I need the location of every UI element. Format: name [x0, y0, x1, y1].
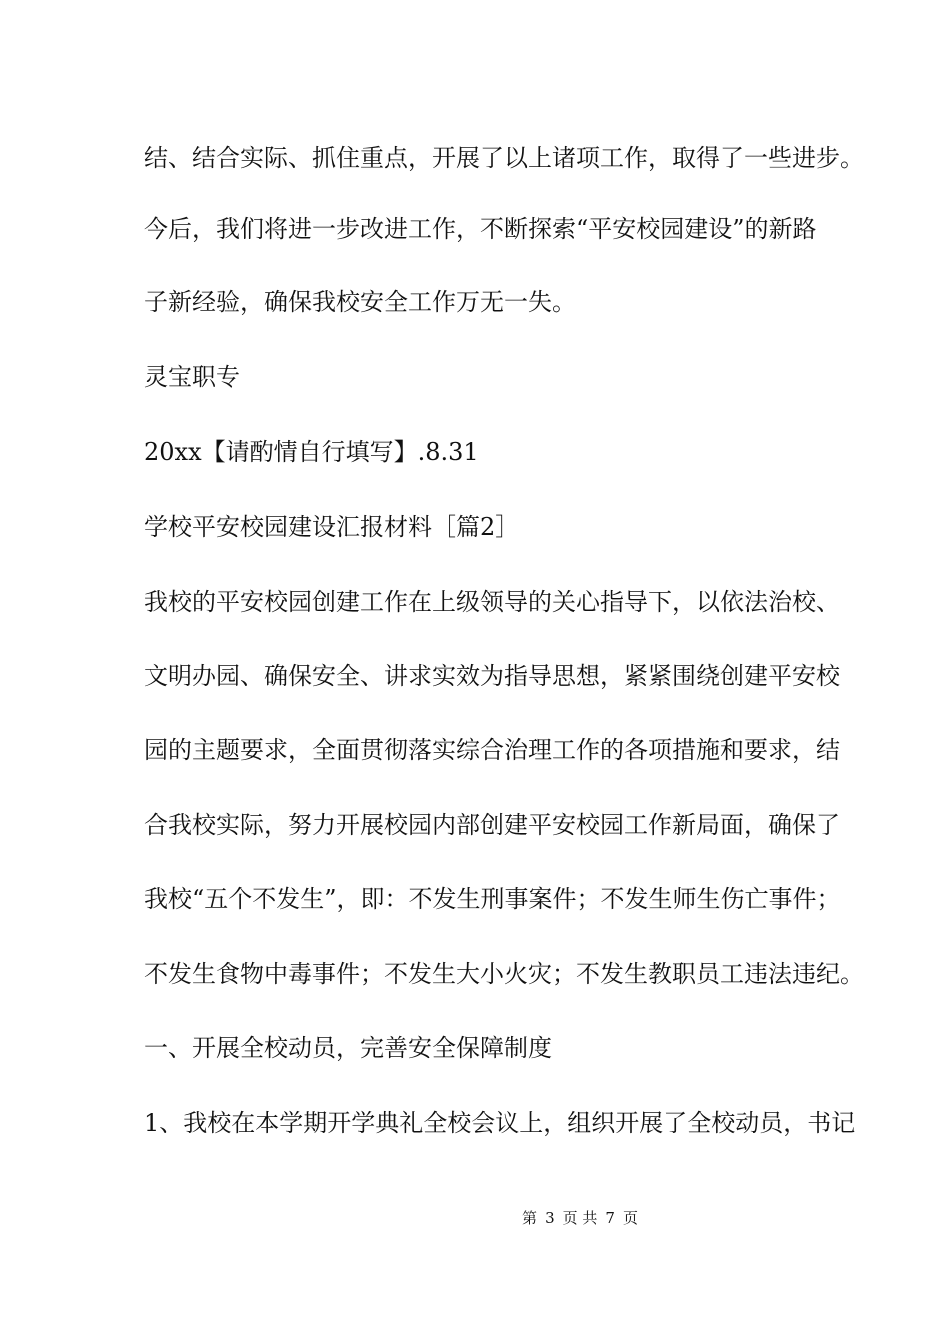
page-indicator	[518, 1208, 642, 1228]
body-line-12: 不发生食物中毒事件；不发生大小火灾；不发生教职员工违法违纪。	[144, 960, 864, 988]
page-footer	[0, 1208, 950, 1228]
page-suffix: 页	[622, 1209, 638, 1227]
body-line-2: 今后，我们将进一步改进工作，不断探索“平安校园建设”的新路	[144, 215, 817, 243]
body-line-3: 子新经验，确保我校安全工作万无一失。	[144, 288, 576, 316]
page-number: 3	[545, 1209, 555, 1227]
body-line-9: 园的主题要求，全面贯彻落实综合治理工作的各项措施和要求，结	[144, 736, 840, 764]
page-prefix: 第	[522, 1209, 538, 1227]
signature-date: 20xx【请酌情自行填写】.8.31	[144, 438, 479, 466]
section-title: 学校平安校园建设汇报材料［篇2］	[144, 513, 520, 541]
signature-organization: 灵宝职专	[144, 363, 240, 391]
body-line-14: 1、我校在本学期开学典礼全校会议上，组织开展了全校动员，书记	[144, 1109, 856, 1137]
body-line-1: 结、结合实际、抓住重点，开展了以上诸项工作，取得了一些进步。	[144, 144, 864, 172]
body-line-10: 合我校实际，努力开展校园内部创建平安校园工作新局面，确保了	[144, 811, 840, 839]
page-mid: 页 共	[562, 1209, 598, 1227]
body-line-8: 文明办园、确保安全、讲求实效为指导思想，紧紧围绕创建平安校	[144, 662, 840, 690]
total-pages: 7	[605, 1209, 615, 1227]
subsection-heading: 一、开展全校动员，完善安全保障制度	[144, 1034, 552, 1062]
body-line-11: 我校“五个不发生”，即：不发生刑事案件；不发生师生伤亡事件；	[144, 885, 841, 913]
body-line-7: 我校的平安校园创建工作在上级领导的关心指导下，以依法治校、	[144, 588, 840, 616]
